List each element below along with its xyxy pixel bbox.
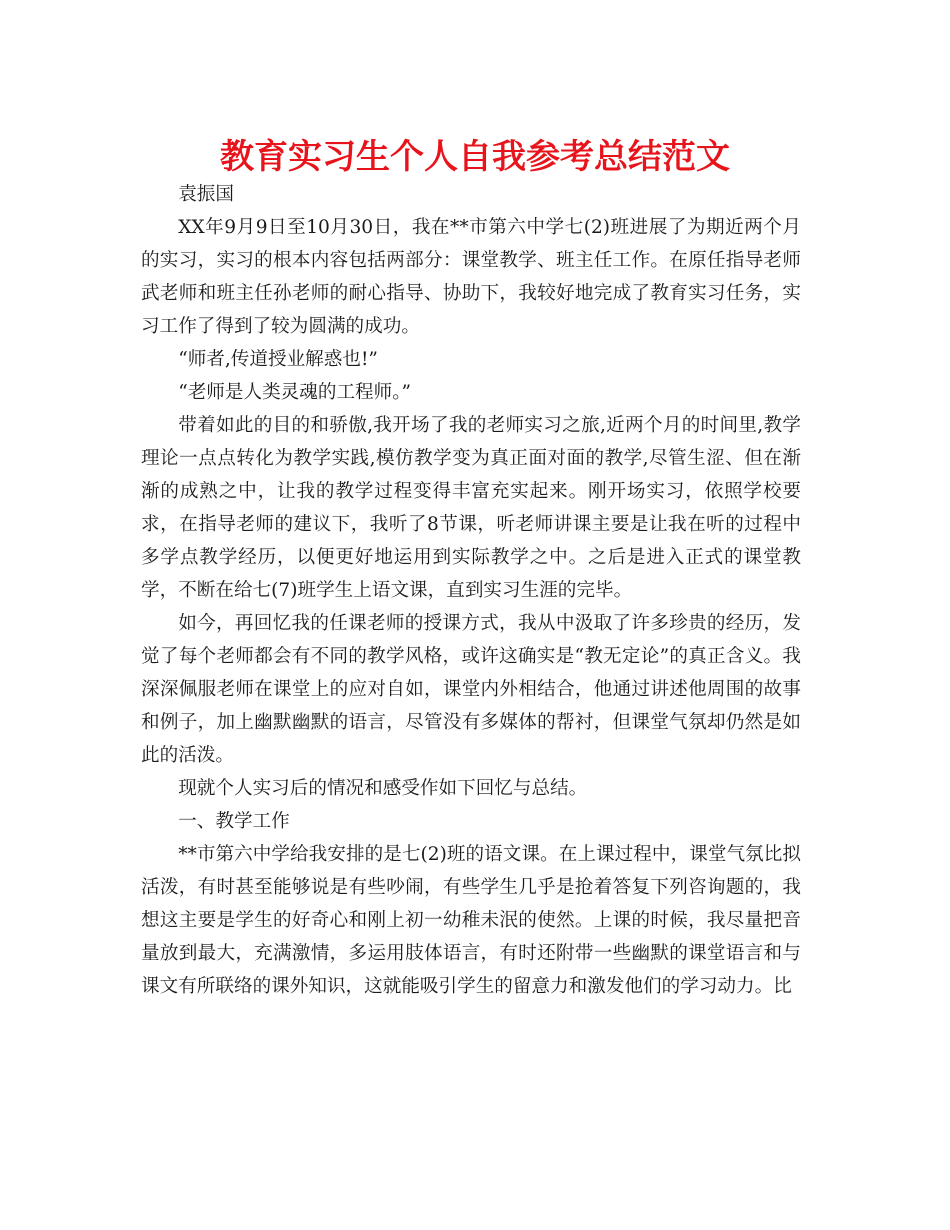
body-paragraph: XX年9月9日至10月30日，我在**市第六中学七(2)班进展了为期近两个月的实习，实习的根本内容包括两部分：课堂教学、班主任工作。在原任指导老师武老师和班主任孙老师的耐心指导、协助下，我较好地完成了教育实习任务，实习工作了得到了较为圆满的成功。 [141, 217, 801, 337]
document-title: 教育实习生个人自我参考总结范文 [220, 137, 730, 177]
body-paragraph: 现就个人实习后的情况和感受作如下回忆与总结。 [178, 778, 588, 799]
author-line: 袁振国 [178, 184, 234, 205]
document-body [141, 178, 801, 1003]
quote-paragraph: “师者,传道授业解惑也!” [178, 349, 378, 370]
section-heading: 一、教学工作 [178, 811, 290, 832]
quote-paragraph: “老师是人类灵魂的工程师。” [178, 382, 412, 403]
body-paragraph: 带着如此的目的和骄傲,我开场了我的老师实习之旅,近两个月的时间里,教学理论一点点转化为教学实践,模仿教学变为真正面对面的教学,尽管生涩、但在渐渐的成熟之中，让我的教学过程变得丰富充实起来。刚开场实习，依照学校要求，在指导老师的建议下，我听了8节课，听老师讲课主要是让我在听的过程中多学点教学经历，以便更好地运用到实际教学之中。之后是进入正式的课堂教学，不断在给七(7)班学生上语文课，直到实习生涯的完毕。 [141, 415, 801, 601]
body-paragraph: **市第六中学给我安排的是七(2)班的语文课。在上课过程中，课堂气氛比拟活泼，有时甚至能够说是有些吵闹，有些学生几乎是抢着答复下列咨询题的，我想这主要是学生的好奇心和刚上初一幼稚未泯的使然。上课的时候，我尽量把音量放到最大，充满激情，多运用肢体语言，有时还附带一些幽默的课堂语言和与课文有所联络的课外知识，这就能吸引学生的留意力和激发他们的学习动力。比 [141, 844, 801, 997]
body-paragraph: 如今，再回忆我的任课老师的授课方式，我从中汲取了许多珍贵的经历，发觉了每个老师都会有不同的教学风格，或许这确实是“教无定论”的真正含义。我深深佩服老师在课堂上的应对自如，课堂内外相结合，他通过讲述他周围的故事和例子，加上幽默幽默的语言，尽管没有多媒体的帮衬，但课堂气氛却仍然是如此的活泼。 [141, 613, 801, 766]
